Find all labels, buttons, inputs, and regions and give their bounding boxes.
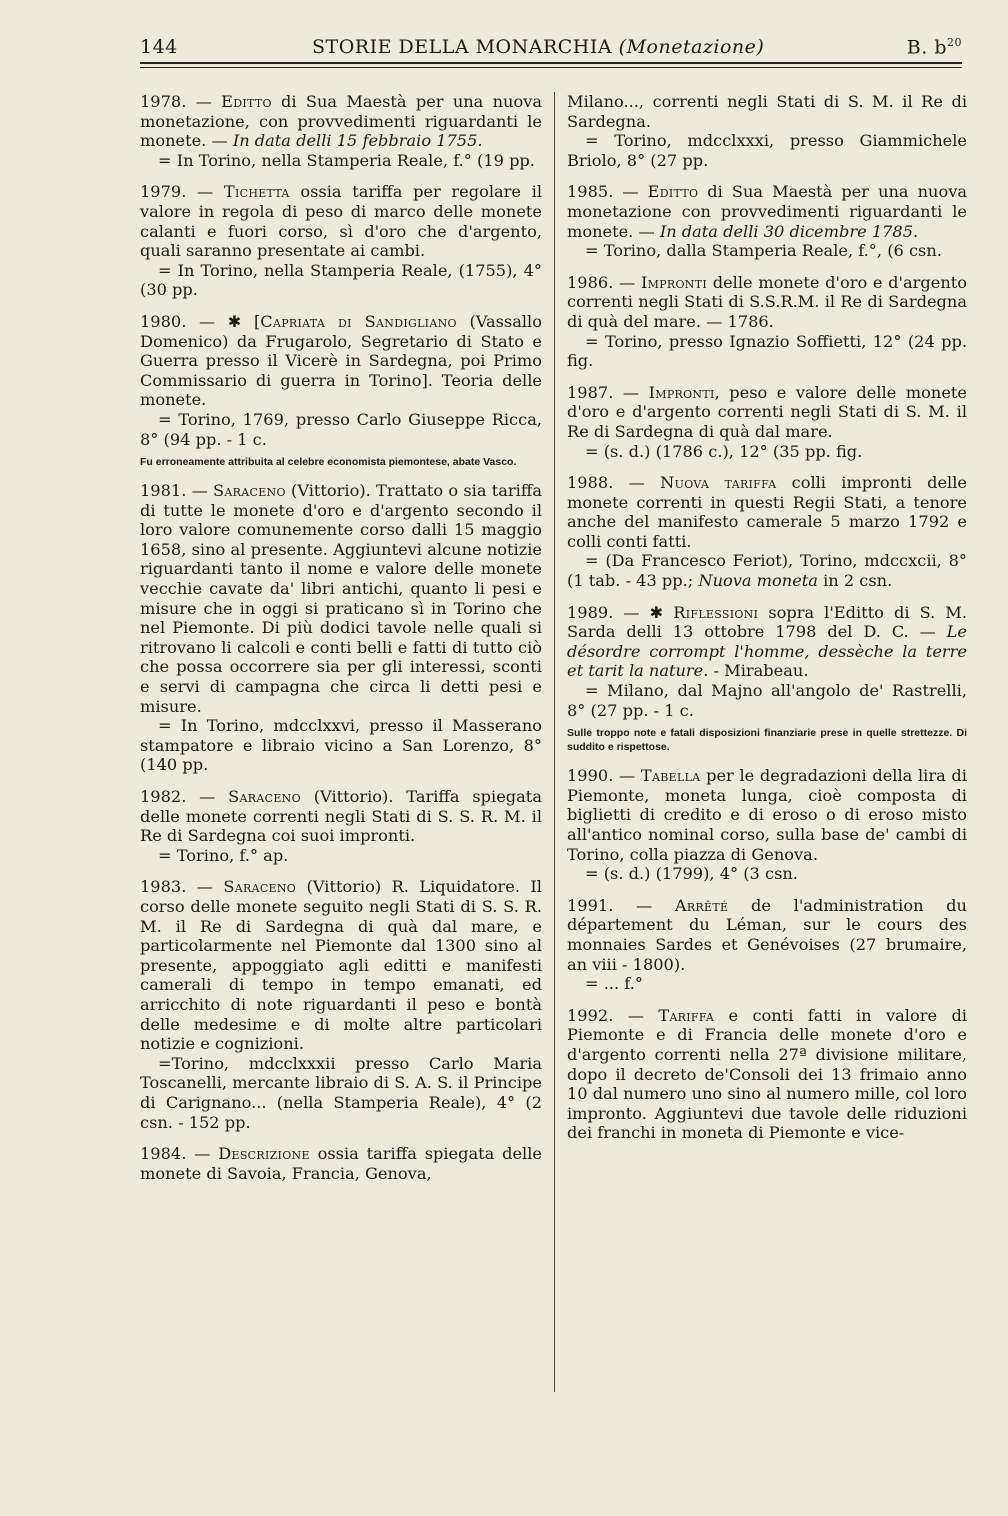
entry-body — [140, 877, 542, 1053]
entry-body — [140, 787, 542, 846]
page-number: 144 — [140, 36, 178, 58]
entry-text: per le degradazioni della lira di Piemonte, moneta lunga, cioè composta di biglietti di credito e di eroso o di eroso misto all'antico nominal corso, sulla base de' cambi di Torino, colla piazza di Genova. — [567, 766, 967, 864]
entry-text: 1982. — — [140, 787, 216, 806]
entry-text: (Vittorio). Trattato o sia tariffa di tutte le monete d'oro e d'argento secondo il loro valore comunemente corso dalli 15 maggio 1658, sino al presente. Aggiuntevi alcune notizie riguardanti tanto il nome e valore delle monete vecchie cavate da' libri antichi, quanto li pesi e misure che in oggi si praticano sì in Torino che nel Piemonte. Di più dodici tavole nelle quali si ritrovano li calcoli e conti belli e fatti di tutto ciò che possa occorrere sia per gli interessi, sconti e servi di campagna che circa li detti pesi e misure. — [140, 481, 542, 716]
entry-heading: Descrizione — [218, 1144, 310, 1164]
entry-heading: Editto — [647, 182, 699, 202]
entry-body — [567, 1006, 967, 1143]
entry-heading: Tariffa — [658, 1005, 715, 1025]
entry-text: Nuova moneta — [698, 571, 818, 591]
entry-heading: Saraceno — [223, 877, 297, 897]
entry-text: colli impronti delle monete correnti in questi Regii Stati, a tenore anche del manifesto camerale 5 marzo 1792 e colli conti fatti. — [567, 473, 967, 551]
entry-text: In data delli 30 dicembre 1785. — [659, 221, 919, 241]
column-divider — [554, 92, 555, 1392]
signature-mark: B. $b^{20}$ — [906, 36, 962, 59]
entry-text: In data delli 15 febbraio 1755. — [232, 131, 483, 151]
entry-heading: Nuova tariffa — [660, 473, 777, 493]
entry-body: Milano..., correnti negli Stati di S. M. il Re di Sardegna. — [567, 92, 967, 131]
entry-body — [140, 312, 542, 410]
entry-body — [567, 896, 967, 974]
entry-1978 — [140, 92, 542, 170]
imprint: = (s. d.) (1799), 4° (3 csn. — [585, 864, 798, 884]
imprint: = Milano, dal Majno all'angolo de' Rastrelli, 8° (27 pp. - 1 c. — [567, 681, 967, 720]
entry-body — [567, 766, 967, 864]
imprint: = Torino, 1769, presso Carlo Giuseppe Ricca, 8° (94 pp. - 1 c. — [140, 409, 542, 449]
entry-1981 — [140, 481, 542, 775]
imprint: = ... f.° — [585, 974, 643, 994]
entry-heading: Arrêté — [674, 895, 729, 915]
entry-text: 1978. — — [140, 92, 212, 111]
entry-text: (Vassallo Domenico) da Frugarolo, Segretario di Stato e Guerra presso il Vicerè in Sardegna, poi Primo Commissario di guerra in Torino]. Teoria delle monete. — [140, 311, 542, 410]
entry-text: 1991. — — [567, 895, 653, 915]
header-rule-thick — [140, 62, 962, 64]
entry-text: de l'administration du département du Léman, sur le cours des monnaies Sardes et Genévoises (27 brumaire, an viii - 1800). — [567, 895, 967, 974]
entry-body — [567, 273, 967, 332]
imprint: =Torino, mdcclxxxii presso Carlo Maria Toscanelli, mercante libraio di S. A. S. il Principe di Carignano... (nella Stamperia Reale), 4° (2 csn. - 152 pp. — [140, 1053, 542, 1132]
entry-1992 — [567, 1006, 967, 1143]
entry-text: 1990. — — [567, 766, 636, 786]
entry-text: e conti fatti in valore di Piemonte e di Francia delle monete d'oro e d'argento correnti nella 27ª divisione militare, dopo il decreto de'Consoli dei 13 frimaio anno 10 dal numero uno sino al numero mille, col loro impronto. Aggiuntevi due tavole delle riduzioni dei franchi in moneta di Piemonte e vice- — [567, 1005, 967, 1143]
entry-1986 — [567, 273, 967, 371]
entry-text: (Vittorio). Tariffa spiegata delle monete correnti negli Stati di S. S. R. M. il Re di Sardegna coi suoi impronti. — [140, 787, 542, 846]
left-column — [140, 92, 542, 1195]
entry-text: 1988. — — [567, 473, 645, 493]
header-rule-thin — [140, 67, 962, 68]
entry-text: Le désordre corrompt l'homme, dessèche la terre et tarit la nature. — [567, 622, 967, 681]
entry-body — [140, 1144, 542, 1183]
entry-text: 1979. — — [140, 182, 214, 202]
footnote: Sulle troppo note e fatali disposizioni finanziarie prese in quelle strettezze. Di suddito e rispettose. — [567, 727, 967, 754]
entry-1980 — [140, 312, 542, 469]
imprint: = Torino, dalla Stamperia Reale, f.°, (6 csn. — [585, 241, 942, 261]
entry-text: di Sua Maestà per una nuova monetazione con provvedimenti riguardanti le monete. — — [567, 182, 967, 241]
entry-body — [567, 383, 967, 442]
entry-text: 1983. — — [140, 877, 213, 897]
entry-text: 1980. — ✱ [ — [140, 311, 261, 331]
entry-heading: Editto — [221, 92, 272, 111]
entry-text: 1984. — — [140, 1144, 211, 1164]
entry-body — [140, 481, 542, 716]
entry-body — [567, 603, 967, 681]
entry-text: = (Da Francesco Feriot), Torino, mdccxcii, 8° (1 tab. - 43 pp.; — [567, 551, 967, 591]
entry-heading: Tabella — [640, 766, 701, 786]
entry-1984 — [140, 1144, 542, 1183]
entry-text: delle monete d'oro e d'argento correnti negli Stati di S.S.R.M. il Re di Sardegna di quà del mare. — 1786. — [567, 272, 967, 331]
running-title: STORIE DELLA MONARCHIA (Monetazione) — [312, 36, 765, 58]
entry-1982 — [140, 787, 542, 865]
entry-text: 1987. — — [567, 382, 640, 402]
entry-heading: Saraceno — [228, 787, 301, 806]
entry-1983 — [140, 877, 542, 1132]
imprint: = In Torino, nella Stamperia Reale, f.° (19 pp. — [158, 150, 535, 170]
imprint: = In Torino, mdcclxxvi, presso il Masserano stampatore e libraio vicino a San Lorenzo, 8° (140 pp. — [140, 716, 542, 775]
entry-body — [140, 92, 542, 151]
entry-text: , peso e valore delle monete d'oro e d'argento correnti negli Stati di S. M. il Re di Sardegna di quà dal mare. — [567, 382, 967, 441]
entry-text: 1986. — — [567, 272, 636, 292]
right-column — [567, 92, 967, 1155]
entry-body — [567, 473, 967, 551]
entry-text: (Vittorio) R. Liquidatore. Il corso delle monete seguito negli Stati di S. S. R. M. il Re di Sardegna di quà dal mare, e particolarmente nel Piemonte dal 1300 sino al presente, appoggiato agli editti e manifesti camerali di tempo in tempo emanati, ed arricchito di note riguardanti il peso e bontà delle medesime e di molte altre particolari notizie e cognizioni. — [140, 877, 542, 1054]
entry-heading: Tichetta — [223, 182, 290, 202]
entry-text: - Mirabeau. — [708, 661, 809, 681]
entry-text: ossia tariffa spiegata delle monete di Savoia, Francia, Genova, — [140, 1144, 542, 1183]
entry-heading: Riflessioni — [673, 602, 759, 622]
imprint — [567, 551, 967, 590]
entry-text: ossia tariffa per regolare il valore in regola di peso di marco delle monete calanti e fuori corso, sì d'oro che d'argento, quali saranno presentate ai cambi. — [140, 182, 542, 261]
imprint: = In Torino, nella Stamperia Reale, (1755), 4° (30 pp. — [140, 260, 542, 300]
entry-1987 — [567, 383, 967, 461]
running-subtitle: (Monetazione) — [618, 36, 765, 58]
entry-text: in 2 csn. — [817, 571, 893, 591]
entry-1989 — [567, 603, 967, 755]
entry-text: 1985. — — [567, 182, 639, 202]
imprint: = (s. d.) (1786 c.), 12° (35 pp. fig. — [585, 441, 863, 461]
entry-text: 1981. — — [140, 481, 208, 501]
entry-1985 — [567, 182, 967, 260]
entry-1988 — [567, 473, 967, 591]
footnote: Fu erroneamente attribuita al celebre economista piemontese, abate Vasco. — [140, 456, 517, 469]
entry-body — [140, 182, 542, 260]
entry-1979 — [140, 182, 542, 300]
imprint: = Torino, f.° ap. — [158, 845, 289, 865]
entry-heading: Impronti — [640, 272, 708, 292]
entry-heading: Capriata di Sandigliano — [260, 311, 457, 331]
entry-heading: Impronti — [648, 382, 715, 402]
entry-body — [567, 182, 967, 241]
entry-heading: Saraceno — [213, 481, 286, 501]
entry-text: 1992. — — [567, 1005, 644, 1025]
entry-text: 1989. — ✱ — [567, 602, 664, 622]
entry-1984-continued — [567, 92, 967, 170]
entry-1990 — [567, 766, 967, 884]
imprint: = Torino, mdcclxxxi, presso Giammichele Briolo, 8° (27 pp. — [567, 131, 967, 170]
entry-text: di Sua Maestà per una nuova monetazione, con provvedimenti riguardanti le monete. — — [140, 92, 542, 151]
entry-text: sopra l'Editto di S. M. Sarda delli 13 ottobre 1798 del D. C. — — [567, 602, 967, 642]
entry-1991 — [567, 896, 967, 994]
imprint: = Torino, presso Ignazio Soffietti, 12° (24 pp. fig. — [567, 331, 967, 371]
